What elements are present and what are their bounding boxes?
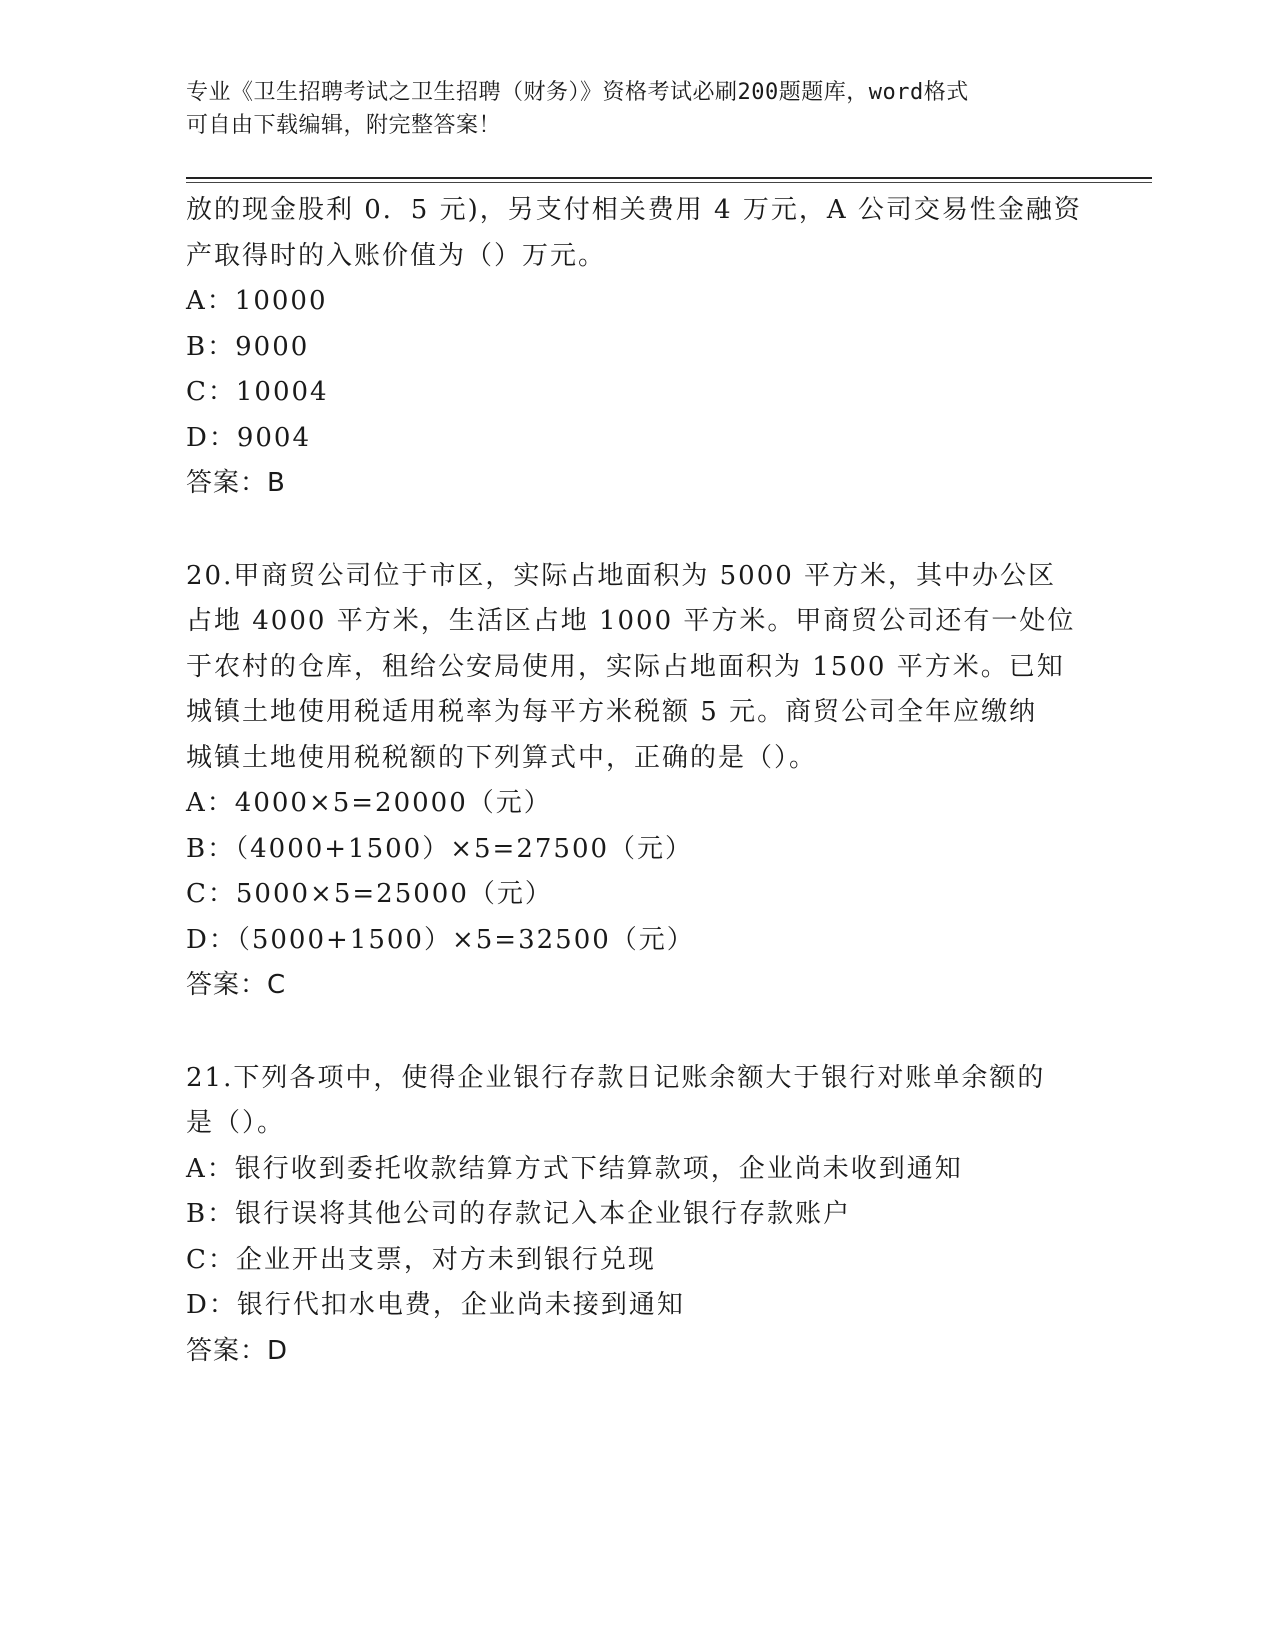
- question-19-continued: [186, 188, 1086, 507]
- spacer: [186, 507, 1086, 554]
- question-text-line: 放的现金股利 0．5 元)，另支付相关费用 4 万元，A 公司交易性金融资: [186, 195, 1082, 225]
- header-divider-thin: [186, 182, 1152, 183]
- question-text-line: 于农村的仓库，租给公安局使用，实际占地面积为 1500 平方米。已知: [186, 651, 1065, 682]
- option-a: A：4000×5=20000（元）: [186, 788, 552, 818]
- option-a: A：10000: [186, 286, 328, 316]
- document-body: [186, 188, 1086, 1374]
- option-c: C：10004: [186, 377, 329, 407]
- option-a: A：银行收到委托收款结算方式下结算款项，企业尚未收到通知: [186, 1153, 963, 1184]
- option-b: B：9000: [186, 331, 310, 362]
- header-divider-thick: [186, 177, 1152, 179]
- option-b: B：银行误将其他公司的存款记入本企业银行存款账户: [186, 1199, 852, 1229]
- question-text-line: 占地 4000 平方米，生活区占地 1000 平方米。甲商贸公司还有一处位: [186, 606, 1076, 636]
- question-text-line: 城镇土地使用税税额的下列算式中，正确的是（）。: [186, 742, 818, 773]
- question-text-line: 20.甲商贸公司位于市区，实际占地面积为 5000 平方米，其中办公区: [186, 560, 1057, 591]
- header-line-1: 专业《卫生招聘考试之卫生招聘（财务）》资格考试必刷200题题库，word格式: [186, 80, 969, 105]
- question-text-line: 城镇土地使用税适用税率为每平方米税额 5 元。商贸公司全年应缴纳: [186, 697, 1038, 727]
- option-c: C：5000×5=25000（元）: [186, 879, 553, 909]
- header-line-2: 可自由下载编辑，附完整答案！: [186, 113, 502, 138]
- question-20: [186, 554, 1086, 1009]
- spacer: [186, 1009, 1086, 1056]
- question-text-line: 产取得时的入账价值为（）万元。: [186, 240, 607, 271]
- answer-line: 答案：D: [186, 1335, 289, 1366]
- option-d: D：（5000+1500）×5=32500（元）: [186, 924, 695, 955]
- question-text-line: 21.下列各项中，使得企业银行存款日记账余额大于银行对账单余额的: [186, 1062, 1046, 1093]
- answer-line: 答案：B: [186, 468, 286, 498]
- option-b: B：（4000+1500）×5=27500（元）: [186, 833, 694, 864]
- option-d: D：银行代扣水电费，企业尚未接到通知: [186, 1290, 685, 1320]
- question-text-line: 是（）。: [186, 1108, 286, 1138]
- page-header: [186, 76, 1086, 142]
- answer-line: 答案：C: [186, 970, 287, 1000]
- option-d: D：9004: [186, 422, 312, 453]
- question-21: [186, 1056, 1086, 1375]
- option-c: C：企业开出支票，对方未到银行兑现: [186, 1244, 656, 1275]
